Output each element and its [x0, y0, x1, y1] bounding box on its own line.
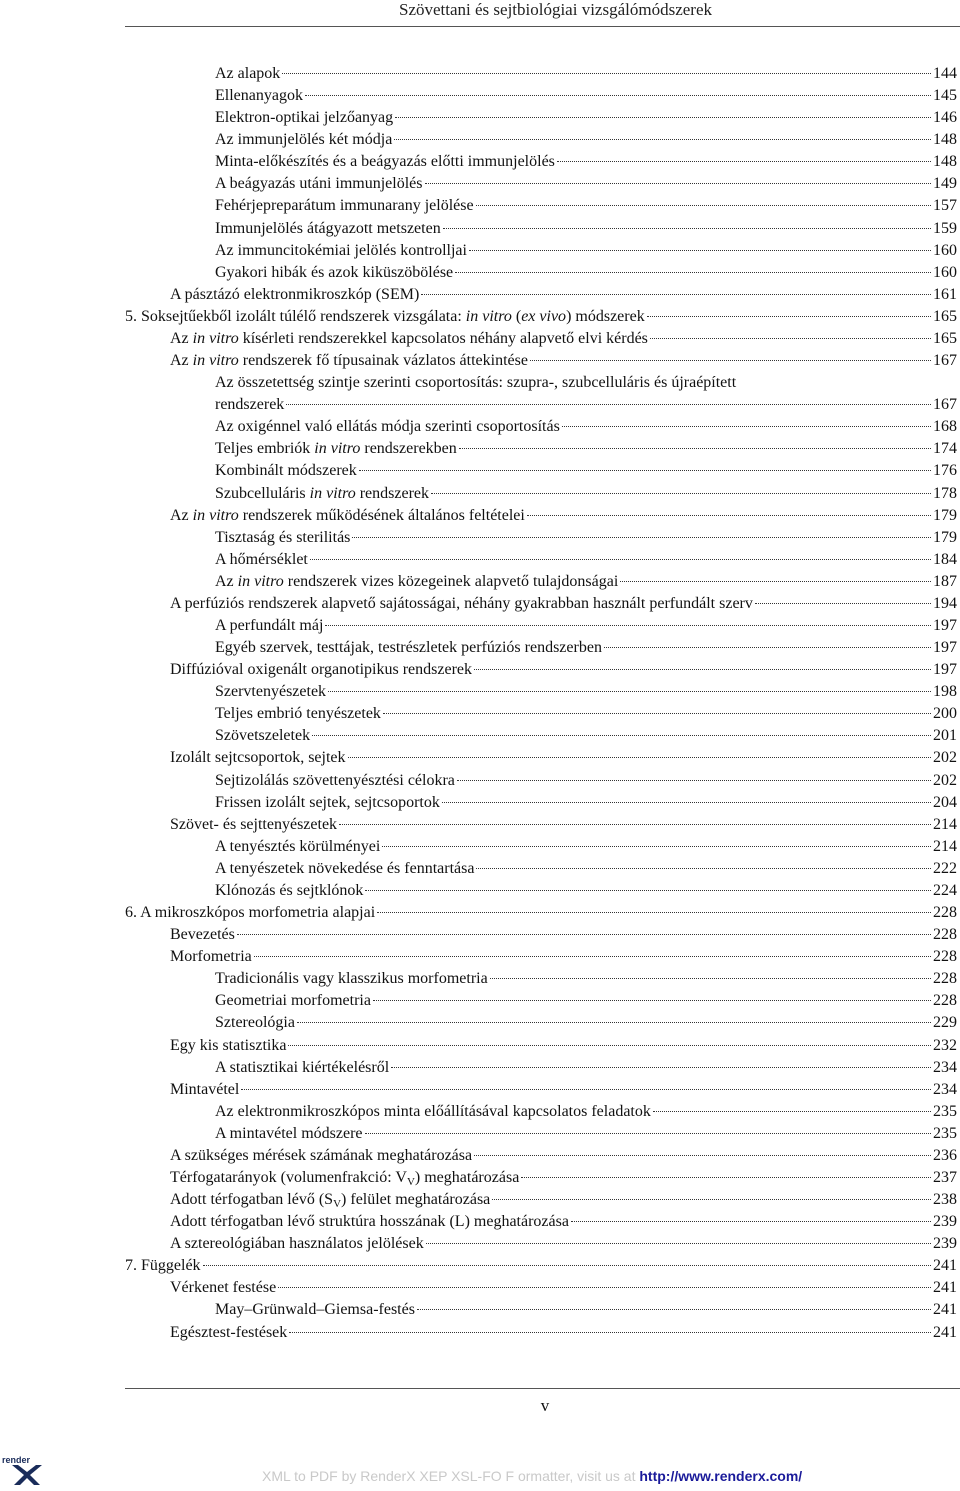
toc-entry-title: Fehérjepreparátum immunarany jelölése [215, 197, 474, 215]
toc-entry-title: Mintavétel [170, 1080, 240, 1098]
toc-dot-leader [562, 426, 931, 427]
toc-entry-title: A beágyazás utáni immunjelölés [215, 175, 423, 193]
toc-entry-title: Klónozás és sejtklónok [215, 881, 364, 899]
toc-entry[interactable] [215, 681, 957, 703]
toc-entry[interactable] [170, 1233, 957, 1255]
toc-entry[interactable] [215, 218, 957, 240]
toc-entry-title: Egyéb szervek, testtájak, testrészletek perfúziós rendszerben [215, 639, 602, 657]
toc-entry-title: Az in vitro rendszerek működésének általános feltételei [170, 506, 525, 524]
toc-entry[interactable] [215, 1101, 957, 1123]
toc-dot-leader [557, 161, 931, 162]
toc-entry-title: Tradicionális vagy klasszikus morfometria [215, 970, 488, 988]
toc-page-number: 197 [933, 639, 957, 657]
logo-text: render [2, 1455, 31, 1465]
toc-entry-title: A statisztikai kiértékelésről [215, 1058, 390, 1076]
toc-page-number: 234 [933, 1080, 957, 1098]
toc-entry-title: Kombinált módszerek [215, 462, 357, 480]
toc-entry[interactable] [215, 394, 957, 416]
toc-entry-title: Morfometria [170, 948, 252, 966]
toc-entry[interactable] [170, 1322, 957, 1344]
toc-dot-leader [394, 139, 931, 140]
toc-entry-title: Szervtenyészetek [215, 683, 327, 701]
footer-banner [262, 1468, 802, 1484]
toc-entry[interactable] [215, 416, 957, 438]
toc-page-number: 148 [933, 153, 957, 171]
toc-dot-leader [382, 846, 931, 847]
toc-entry[interactable] [215, 725, 957, 747]
toc-entry-title: Ellenanyagok [215, 87, 303, 105]
toc-entry-title: 5. Soksejtűekből izolált túlélő rendszerek vizsgálata: in vitro (ex vivo) módszerek [125, 307, 645, 325]
toc-entry-title: Egy kis statisztika [170, 1036, 287, 1054]
toc-entry[interactable] [170, 1145, 957, 1167]
toc-dot-leader [469, 250, 931, 251]
toc-entry[interactable] [215, 107, 957, 129]
renderx-link[interactable]: http://www.renderx.com/ [639, 1468, 803, 1484]
toc-dot-leader [289, 1332, 931, 1333]
toc-page-number: 160 [933, 241, 957, 259]
toc-entry[interactable] [215, 571, 957, 593]
toc-entry-title: A hőmérséklet [215, 550, 308, 568]
toc-page-number: 187 [933, 572, 957, 590]
toc-dot-leader [571, 1221, 931, 1222]
toc-entry[interactable] [170, 1211, 957, 1233]
toc-page-number: 167 [933, 352, 957, 370]
toc-entry-title: A szükséges mérések számának meghatározása [170, 1146, 473, 1164]
toc-entry[interactable] [215, 262, 957, 284]
toc-dot-leader [297, 1022, 931, 1023]
toc-entry[interactable] [215, 836, 957, 858]
toc-entry-title: Tisztaság és sterilitás [215, 528, 351, 546]
toc-dot-leader [421, 294, 931, 295]
toc-page-number: 235 [933, 1124, 957, 1142]
toc-entry-title: Immunjelölés átágyazott metszeten [215, 219, 441, 237]
toc-dot-leader [431, 493, 931, 494]
toc-dot-leader [530, 360, 931, 361]
toc-page-number: 200 [933, 705, 957, 723]
toc-dot-leader [359, 470, 931, 471]
toc-entry[interactable] [215, 990, 957, 1012]
toc-entry[interactable] [170, 328, 957, 350]
toc-dot-leader [278, 1287, 931, 1288]
toc-entry-title: Sejtizolálás szövettenyésztési célokra [215, 771, 455, 789]
toc-entry-title: Frissen izolált sejtek, sejtcsoportok [215, 793, 440, 811]
toc-page-number: 146 [933, 109, 957, 127]
toc-entry-title: 7. Függelék [125, 1257, 201, 1275]
toc-entry[interactable] [215, 438, 957, 460]
toc-dot-leader [426, 1243, 931, 1244]
toc-dot-leader [339, 824, 931, 825]
footer-rule [125, 1388, 960, 1389]
toc-entry[interactable] [215, 85, 957, 107]
toc-page-number: 202 [933, 749, 957, 767]
toc-entry[interactable] [170, 946, 957, 968]
toc-page-number: 237 [933, 1169, 957, 1186]
toc-page-number: 176 [933, 462, 957, 480]
toc-page-number: 238 [933, 1191, 957, 1209]
toc-page-number: 241 [933, 1301, 957, 1319]
toc-entry[interactable] [170, 814, 957, 836]
toc-dot-leader [417, 1309, 931, 1310]
toc-entry-title: A tenyészetek növekedése és fenntartása [215, 859, 475, 877]
toc-page-number: 204 [933, 793, 957, 811]
toc-page-number: 202 [933, 771, 957, 789]
toc-dot-leader [490, 978, 931, 979]
toc-entry[interactable] [170, 747, 957, 769]
toc-page-number: 159 [933, 219, 957, 237]
toc-dot-leader [459, 448, 931, 449]
toc-dot-leader [521, 1177, 931, 1178]
toc-dot-leader [365, 890, 931, 891]
toc-page-number: 198 [933, 683, 957, 701]
toc-entry-title: Az összetettség szintje szerinti csoportosítás: szupra-, szubcelluláris és újraépített [215, 374, 737, 392]
toc-entry[interactable] [125, 902, 957, 924]
toc-entry[interactable] [215, 527, 957, 549]
toc-entry-title: Geometriai morfometria [215, 992, 371, 1010]
toc-entry[interactable] [170, 284, 957, 306]
toc-dot-leader [395, 117, 931, 118]
toc-dot-leader [288, 1045, 931, 1046]
toc-page-number: 228 [933, 992, 957, 1010]
toc-entry[interactable] [215, 615, 957, 637]
toc-dot-leader [383, 713, 931, 714]
toc-page-number: 174 [933, 440, 957, 458]
toc-entry-title: Egésztest-festések [170, 1323, 288, 1341]
page-header [0, 0, 960, 40]
toc-entry-title: Szubcelluláris in vitro rendszerek [215, 484, 430, 502]
toc-entry[interactable] [170, 350, 957, 372]
toc-entry[interactable] [170, 659, 957, 681]
toc-dot-leader [325, 625, 931, 626]
toc-entry-title: A mintavétel módszere [215, 1124, 363, 1142]
toc-entry[interactable] [215, 880, 957, 902]
toc-dot-leader [647, 316, 931, 317]
toc-page-number: 214 [933, 837, 957, 855]
toc-entry[interactable] [170, 593, 957, 615]
toc-page-number: 165 [933, 307, 957, 325]
toc-dot-leader [254, 956, 931, 957]
toc-page-number: 228 [933, 970, 957, 988]
toc-entry[interactable] [125, 306, 957, 328]
toc-entry[interactable] [215, 240, 957, 262]
toc-entry-title: Gyakori hibák és azok kiküszöbölése [215, 263, 454, 281]
toc-dot-leader [305, 95, 931, 96]
toc-page-number: 197 [933, 617, 957, 634]
toc-dot-leader [237, 934, 931, 935]
toc-page-number: 145 [933, 87, 957, 105]
toc-dot-leader [755, 603, 931, 604]
toc-dot-leader [203, 1265, 931, 1266]
toc-page-number: 236 [933, 1146, 957, 1164]
toc-page-number: 222 [933, 859, 957, 877]
toc-dot-leader [455, 272, 931, 273]
toc-entry-title: Adott térfogatban lévő struktúra hosszának (L) meghatározása [170, 1213, 569, 1231]
toc-page-number: 241 [933, 1257, 957, 1275]
toc-entry-title: Szövetszeletek [215, 727, 311, 745]
toc-dot-leader [328, 691, 931, 692]
toc-entry-title: rendszerek [215, 396, 285, 414]
toc-page-number: 234 [933, 1058, 957, 1076]
toc-page-number: 214 [933, 815, 957, 833]
toc-dot-leader [650, 338, 931, 339]
toc-entry-title: Az immunjelölés két módja [215, 131, 393, 149]
toc-entry[interactable] [215, 63, 957, 85]
toc-page-number: 194 [933, 594, 957, 612]
toc-dot-leader [457, 780, 931, 781]
page-number: v [540, 1396, 550, 1415]
toc-dot-leader [474, 669, 931, 670]
toc-dot-leader [373, 1000, 931, 1001]
header-title: Szövettani és sejtbiológiai vizsgálómódszerek [398, 0, 712, 19]
toc-entry[interactable] [215, 858, 957, 880]
toc-page-number: 160 [933, 263, 957, 281]
toc-entry[interactable] [215, 703, 957, 725]
toc-dot-leader [443, 228, 931, 229]
toc-page-number: 229 [933, 1014, 957, 1032]
toc-entry-title: May–Grünwald–Giemsa-festés [215, 1301, 415, 1319]
toc-page-number: 228 [933, 926, 957, 944]
toc-page-number: 239 [933, 1213, 957, 1231]
toc-entry[interactable] [170, 1079, 957, 1101]
toc-page-number: 178 [933, 484, 957, 502]
toc-entry[interactable] [215, 151, 957, 173]
toc-entry-title: Elektron-optikai jelzőanyag [215, 109, 394, 127]
toc-page-number: 197 [933, 661, 957, 679]
toc-entry-title: Sztereológia [215, 1014, 295, 1032]
toc-entry-title: A tenyésztés körülményei [215, 837, 381, 855]
toc-entry[interactable] [215, 968, 957, 990]
toc-page-number: 241 [933, 1323, 957, 1341]
toc-page-number: 144 [933, 65, 957, 82]
toc-entry[interactable] [170, 1035, 957, 1057]
toc-page-number: 241 [933, 1279, 957, 1297]
toc-dot-leader [365, 1133, 931, 1134]
toc-dot-leader [476, 868, 931, 869]
toc-page-number: 235 [933, 1102, 957, 1120]
toc-entry-title: Diffúzióval oxigenált organotipikus rendszerek [170, 661, 472, 679]
toc-dot-leader [604, 647, 931, 648]
toc-page-number: 224 [933, 881, 957, 899]
toc-entry-title: Az oxigénnel való ellátás módja szerinti csoportosítás [215, 418, 560, 436]
toc-dot-leader [312, 735, 931, 736]
toc-entry-title: Az in vitro rendszerek fő típusainak vázlatos áttekintése [170, 352, 528, 370]
toc-dot-leader [348, 757, 931, 758]
toc-entry[interactable] [215, 1057, 957, 1079]
toc-entry[interactable] [215, 549, 957, 571]
toc-page-number: 228 [933, 904, 957, 922]
toc-dot-leader [282, 73, 931, 74]
toc-entry-title: A pásztázó elektronmikroszkóp (SEM) [170, 285, 420, 303]
toc-page-number: 184 [933, 550, 957, 568]
banner-text: XML to PDF by RenderX XEP XSL-FO F ormatter, visit us at [262, 1468, 640, 1484]
toc-entry[interactable] [170, 924, 957, 946]
toc-entry[interactable] [215, 1123, 957, 1145]
toc-dot-leader [653, 1111, 931, 1112]
toc-entry[interactable] [170, 1167, 957, 1189]
toc-entry[interactable] [215, 1299, 957, 1321]
toc-dot-leader [527, 515, 931, 516]
toc-entry-title: Bevezetés [170, 926, 235, 944]
toc-entry[interactable] [215, 792, 957, 814]
toc-entry-title: Minta-előkészítés és a beágyazás előtti immunjelölés [215, 153, 555, 171]
toc-entry[interactable] [215, 483, 957, 505]
toc-dot-leader [442, 802, 931, 803]
toc-dot-leader [310, 559, 931, 560]
renderx-logo [0, 1455, 46, 1486]
toc-page-number: 179 [933, 506, 957, 524]
toc-entry-title: Az in vitro kísérleti rendszerekkel kapcsolatos néhány alapvető elvi kérdés [170, 329, 648, 347]
toc-entry-title: Teljes embriók in vitro rendszerekben [215, 440, 457, 458]
toc-dot-leader [474, 1155, 931, 1156]
toc-entry[interactable] [170, 1189, 957, 1211]
toc-page-number: 161 [933, 285, 957, 303]
toc-page-number: 232 [933, 1036, 957, 1054]
toc-entry-title: 6. A mikroszkópos morfometria alapjai [125, 904, 376, 922]
toc-page-number: 228 [933, 948, 957, 966]
toc-dot-leader [391, 1067, 931, 1068]
toc-entry-title: A perfundált máj [215, 617, 324, 634]
toc-entry[interactable] [170, 505, 957, 527]
toc-dot-leader [286, 404, 931, 405]
toc-entry[interactable] [125, 1255, 957, 1277]
toc-entry[interactable] [215, 372, 957, 394]
toc-entry-title: Az elektronmikroszkópos minta előállításával kapcsolatos feladatok [215, 1102, 651, 1120]
toc-dot-leader [620, 581, 931, 582]
toc-page-number: 165 [933, 329, 957, 347]
toc-dot-leader [352, 537, 931, 538]
header-rule [125, 26, 960, 27]
toc-entry[interactable] [215, 460, 957, 482]
toc-entry[interactable] [215, 129, 957, 151]
toc-entry[interactable] [215, 770, 957, 792]
toc-page-number: 148 [933, 131, 957, 149]
toc-page-number: 157 [933, 197, 957, 215]
toc-entry-title: Az in vitro rendszerek vizes közegeinek alapvető tulajdonságai [215, 572, 619, 590]
toc-entry-title: Az alapok [215, 65, 281, 82]
toc-entry-title: A perfúziós rendszerek alapvető sajátosságai, néhány gyakrabban használt perfundált szerv [170, 594, 753, 612]
toc-entry-title: Térfogatarányok (volumenfrakció: $V_V$) meghatározása [170, 1169, 520, 1188]
toc-entry-title: Adott térfogatban lévő $(S_V)$ felület meghatározása [170, 1191, 491, 1211]
toc-entry-title: Vérkenet festése [170, 1279, 277, 1297]
toc-entry-title: Szövet- és sejttenyészetek [170, 815, 338, 833]
toc-entry[interactable] [215, 173, 957, 195]
toc-dot-leader [377, 912, 931, 913]
toc-entry[interactable] [215, 1012, 957, 1034]
toc-entry-title: Teljes embrió tenyészetek [215, 705, 381, 723]
toc-dot-leader [476, 205, 931, 206]
toc-page-number: 239 [933, 1235, 957, 1253]
toc-page-number: 167 [933, 396, 957, 414]
toc-page-number: 168 [933, 418, 957, 436]
toc-entry[interactable] [215, 637, 957, 659]
toc-entry-title: Az immuncitokémiai jelölés kontrolljai [215, 241, 467, 259]
toc-page-number: 179 [933, 528, 957, 546]
toc-entry[interactable] [215, 195, 957, 217]
toc-entry-title: Izolált sejtcsoportok, sejtek [170, 749, 346, 767]
toc-dot-leader [425, 183, 932, 184]
toc-dot-leader [492, 1199, 931, 1200]
toc-page-number: 149 [933, 175, 957, 193]
toc-entry-title: A sztereológiában használatos jelölések [170, 1235, 424, 1253]
toc-page-number: 201 [933, 727, 957, 745]
toc-entry[interactable] [170, 1277, 957, 1299]
toc-dot-leader [241, 1089, 931, 1090]
